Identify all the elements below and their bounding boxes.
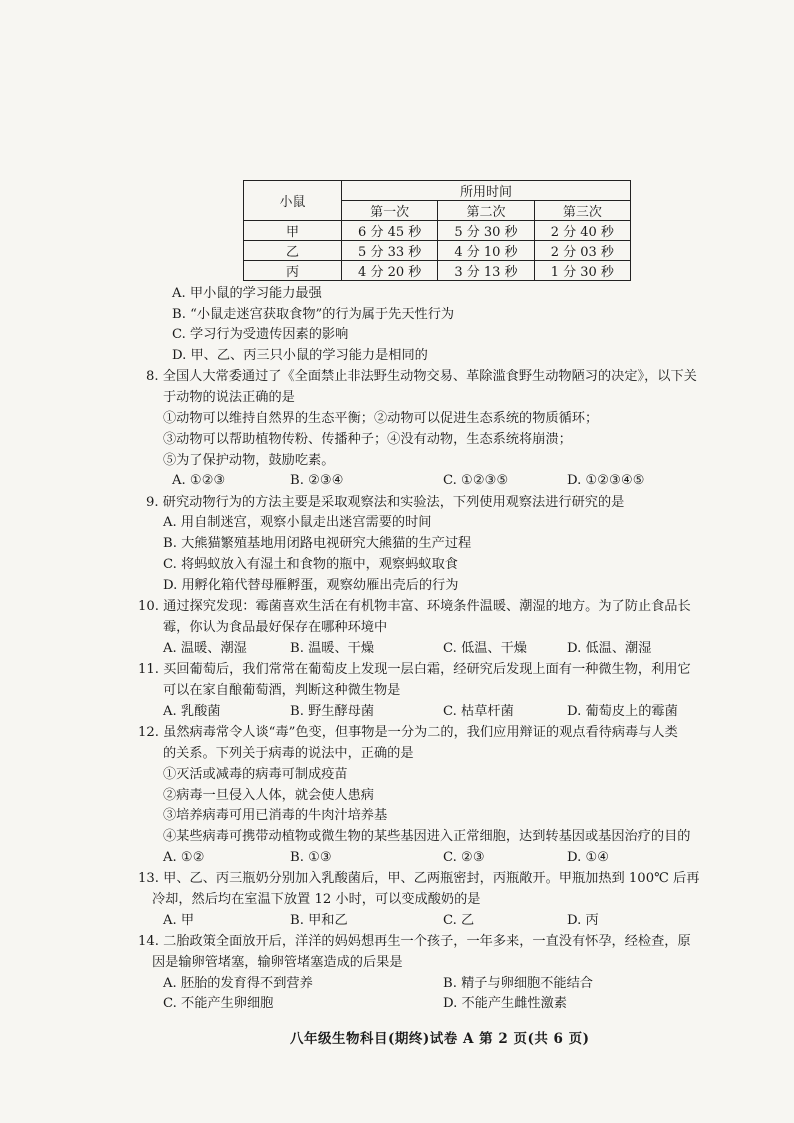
table-cell: 2 分 40 秒 (534, 221, 630, 241)
q11-stem: 可以在家自酿葡萄酒，判断这种微生物是 (163, 683, 401, 698)
q10-option-d: D. 低温、潮湿 (567, 641, 652, 656)
q11-option-a: A. 乳酸菌 (163, 704, 221, 719)
q7-option-a: A. 甲小鼠的学习能力最强 (172, 286, 322, 301)
q9-option-a: A. 用自制迷宫，观察小鼠走出迷宫需要的时间 (163, 515, 432, 530)
table-row (244, 241, 631, 261)
q11-stem: 11. 买回葡萄后，我们常常在葡萄皮上发现一层白霜，经研究后发现上面有一种微生物，利用它 (138, 662, 691, 677)
q13-option-a: A. 甲 (163, 913, 195, 928)
q14-stem: 14. 二胎政策全面放开后，洋洋的妈妈想再生一个孩子，一年多来，一直没有怀孕，经检查，原 (138, 934, 691, 949)
table-row (244, 221, 631, 241)
q8-item: ①动物可以维持自然界的生态平衡；②动物可以促进生态系统的物质循环； (163, 411, 599, 426)
q13-option-b: B. 甲和乙 (290, 913, 348, 928)
q10-stem: 10. 通过探究发现：霉菌喜欢生活在有机物丰富、环境条件温暖、潮湿的地方。为了防止食品长 (138, 599, 691, 614)
row-label: 乙 (244, 241, 342, 261)
table-col-header: 第一次 (342, 201, 438, 221)
q14-option-d: D. 不能产生雌性激素 (443, 996, 567, 1011)
q12-stem: 的关系。下列关于病毒的说法中，正确的是 (163, 746, 414, 761)
q10-option-b: B. 温暖、干燥 (290, 641, 375, 656)
q14-option-a: A. 胚胎的发育得不到营养 (163, 976, 313, 991)
q12-item: ①灭活或减毒的病毒可制成疫苗 (163, 767, 348, 782)
q10-option-a: A. 温暖、潮湿 (163, 641, 247, 656)
maze-time-table (243, 180, 631, 281)
q8-option-c: C. ①②③⑤ (443, 473, 509, 488)
row-label: 丙 (244, 261, 342, 281)
q7-option-d: D. 甲、乙、丙三只小鼠的学习能力是相同的 (172, 348, 428, 363)
q13-stem: 13. 甲、乙、丙三瓶奶分别加入乳酸菌后，甲、乙两瓶密封，丙瓶敞开。甲瓶加热到 100℃ 后再 (138, 871, 700, 886)
q9-stem: 9. 研究动物行为的方法主要是采取观察法和实验法，下列使用观察法进行研究的是 (146, 495, 625, 510)
q12-item: ③培养病毒可用已消毒的牛肉汁培养基 (163, 808, 388, 823)
q9-option-b: B. 大熊猫繁殖基地用闭路电视研究大熊猫的生产过程 (163, 536, 472, 551)
table-cell: 4 分 10 秒 (438, 241, 534, 261)
q14-stem: 因是输卵管堵塞，输卵管堵塞造成的后果是 (152, 955, 403, 970)
table-cell: 6 分 45 秒 (342, 221, 438, 241)
row-label: 甲 (244, 221, 342, 241)
table-row (244, 261, 631, 281)
q8-option-d: D. ①②③④⑤ (567, 473, 645, 488)
table-cell: 1 分 30 秒 (534, 261, 630, 281)
table-cell: 4 分 20 秒 (342, 261, 438, 281)
q12-item: ④某些病毒可携带动植物或微生物的某些基因进入正常细胞，达到转基因或基因治疗的目的 (163, 829, 691, 844)
q8-item: ③动物可以帮助植物传粉、传播种子；④没有动物，生态系统将崩溃； (163, 432, 572, 447)
q14-option-c: C. 不能产生卵细胞 (163, 996, 274, 1011)
q7-option-b: B. “小鼠走迷宫获取食物”的行为属于先天性行为 (172, 307, 455, 322)
q12-option-b: B. ①③ (290, 850, 332, 865)
table-cell: 3 分 13 秒 (438, 261, 534, 281)
q12-stem: 12. 虽然病毒常令人谈“毒”色变，但事物是一分为二的，我们应用辩证的观点看待病毒与人类 (138, 725, 678, 740)
q13-option-c: C. 乙 (443, 913, 475, 928)
q8-stem: 8. 全国人大常委通过了《全面禁止非法野生动物交易、革除滥食野生动物陋习的决定》，以下关 (146, 369, 697, 384)
q14-option-b: B. 精子与卵细胞不能结合 (443, 976, 593, 991)
q12-option-a: A. ①② (163, 850, 205, 865)
q10-stem: 霉，你认为食品最好保存在哪种环境中 (163, 620, 388, 635)
q8-option-b: B. ②③④ (290, 473, 344, 488)
q13-stem: 冷却，然后均在室温下放置 12 小时，可以变成酸奶的是 (152, 892, 481, 907)
q11-option-d: D. 葡萄皮上的霉菌 (567, 704, 678, 719)
q7-option-c: C. 学习行为受遗传因素的影响 (172, 327, 349, 342)
table-cell: 5 分 30 秒 (438, 221, 534, 241)
q11-option-b: B. 野生酵母菌 (290, 704, 375, 719)
q12-option-d: D. ①④ (567, 850, 610, 865)
q12-item: ②病毒一旦侵入人体，就会使人患病 (163, 788, 374, 803)
table-col-header: 第二次 (438, 201, 534, 221)
q9-option-c: C. 将蚂蚁放入有湿土和食物的瓶中，观察蚂蚁取食 (163, 557, 458, 572)
table-cell: 2 分 03 秒 (534, 241, 630, 261)
page-footer: 八年级生物科目(期终)试卷 A 第 2 页(共 6 页) (290, 1031, 590, 1047)
table-corner: 小鼠 (244, 181, 342, 221)
q8-option-a: A. ①②③ (172, 473, 226, 488)
q11-option-c: C. 枯草杆菌 (443, 704, 514, 719)
q13-option-d: D. 丙 (567, 913, 599, 928)
table-cell: 5 分 33 秒 (342, 241, 438, 261)
q8-item: ⑤为了保护动物，鼓励吃素。 (163, 453, 335, 468)
q10-option-c: C. 低温、干燥 (443, 641, 527, 656)
table-col-header: 第三次 (534, 201, 630, 221)
q12-option-c: C. ②③ (443, 850, 485, 865)
q8-stem: 于动物的说法正确的是 (163, 390, 295, 405)
table-group-header: 所用时间 (342, 181, 631, 201)
q9-option-d: D. 用孵化箱代替母雁孵蛋，观察幼雁出壳后的行为 (163, 578, 459, 593)
